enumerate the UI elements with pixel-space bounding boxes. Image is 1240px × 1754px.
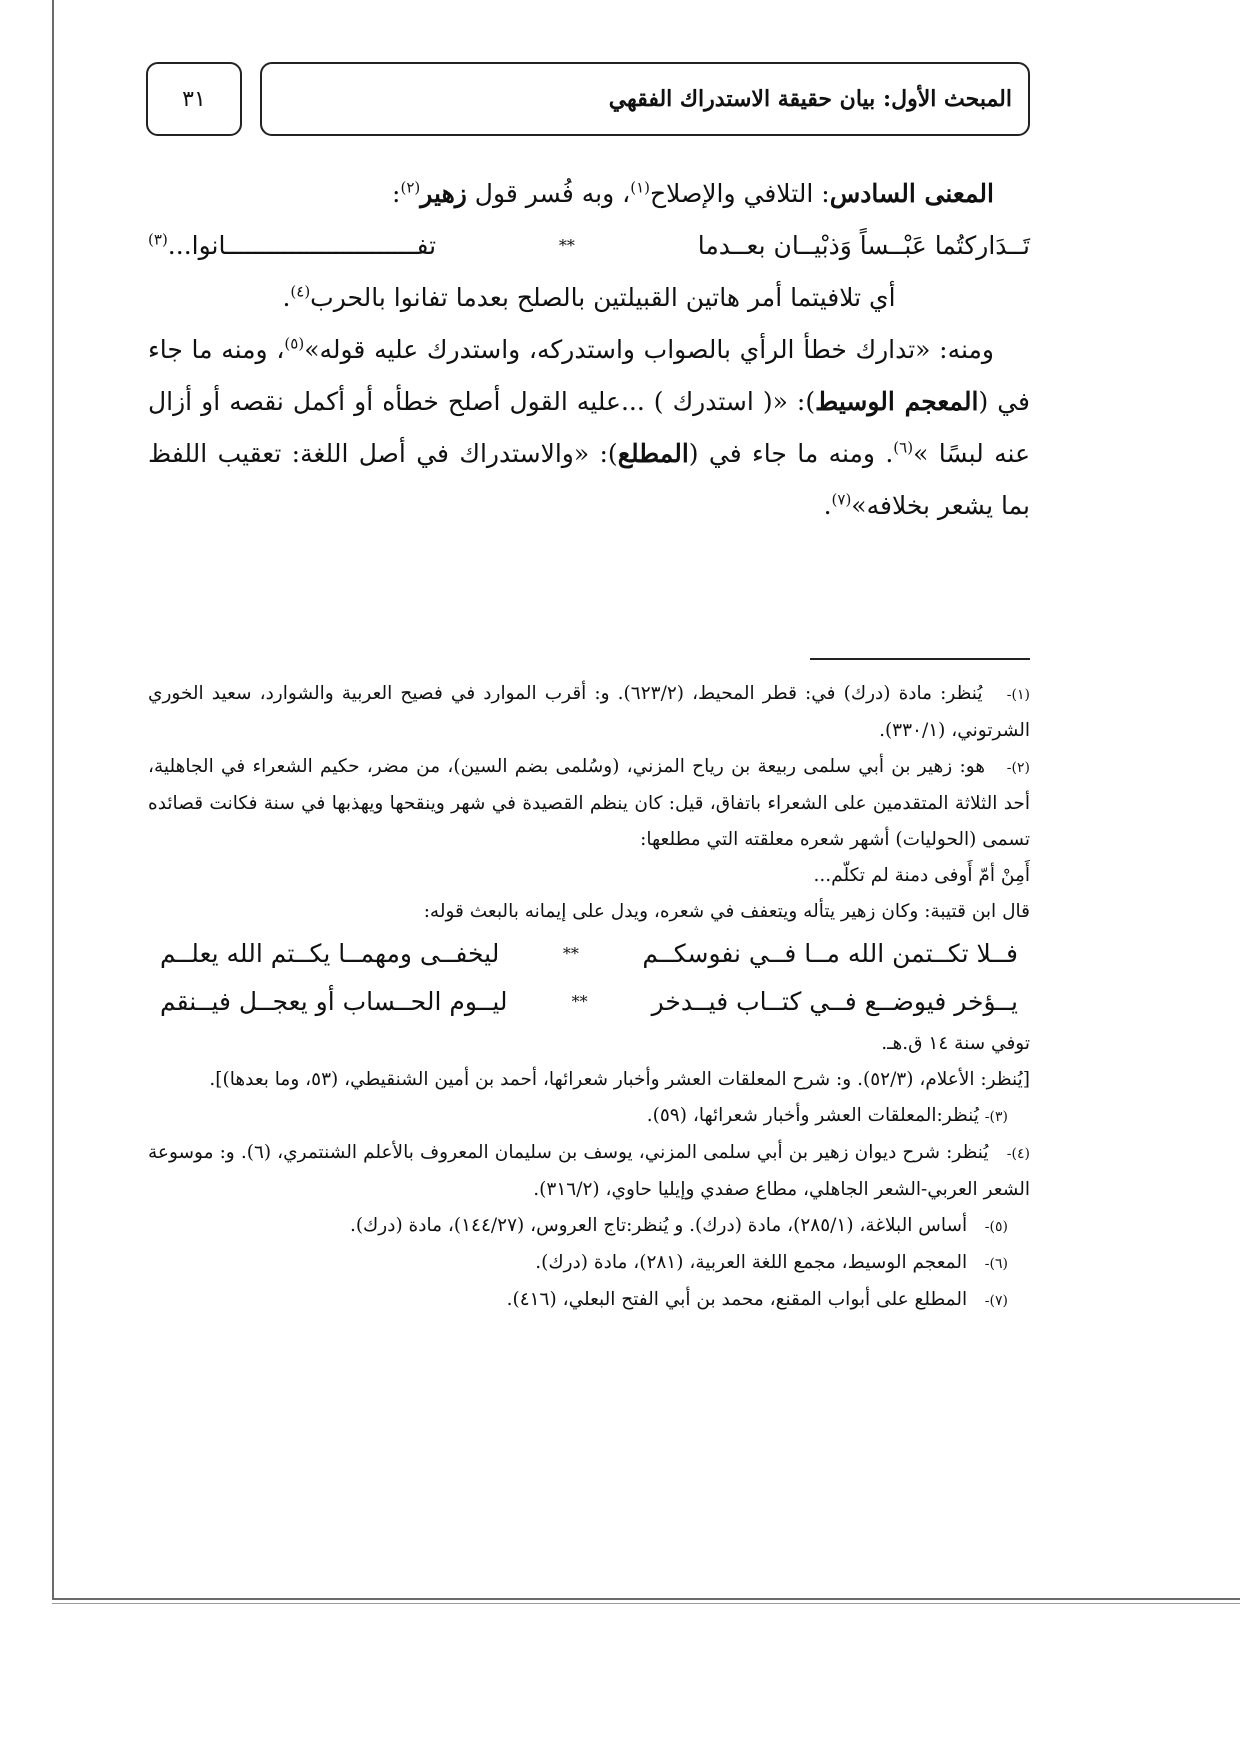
book-title: المطلع: [617, 439, 689, 468]
text-span: ، ومنه ما جاء في (: [148, 335, 1030, 416]
footnote-2-quote-intro: قال ابن قتيبة: وكان زهير يتأله ويتعفف في شعره، ويدل على إيمانه بالبعث قوله:: [423, 901, 1030, 922]
footnote-7: [148, 1282, 1030, 1319]
book-title: المعجم الوسيط: [815, 387, 979, 416]
footnotes: [148, 676, 1030, 1319]
text-span: يُنظر: مادة (درك) في: قطر المحيط، (٦٢٣/٢). و: أقرب الموارد في فصيح العربية والشوارد، سعيد الخوري الشرتوني، (٣٣٠/١).: [148, 683, 1030, 741]
footnote-ref[interactable]: (٧): [831, 490, 852, 509]
footnote-2-sources: [يُنظر: الأعلام، (٥٢/٣). و: شرح المعلقات العشر وأخبار شعرائها، أحمد بن أمين الشنقيطي، (٥٣، وما بعدها)].: [209, 1069, 1030, 1090]
text-span: .: [823, 491, 832, 520]
verse-separator: **: [558, 236, 575, 255]
text-span: . ومنه ما جاء في (: [688, 439, 894, 468]
footnote-number: (١)-: [1006, 687, 1030, 703]
text-span: أي تلافيتما أمر هاتين القبيلتين بالصلح بعدما تفانوا بالحرب: [310, 283, 896, 312]
paragraph-definitions: [148, 324, 1030, 532]
footnote-ref[interactable]: (٦): [893, 438, 914, 457]
text-span: يُنظر:المعلقات العشر وأخبار شعرائها، (٥٩).: [646, 1105, 979, 1126]
verse-hemistich-1: يــؤخر فيوضــع فــي كتــاب فيــدخر: [651, 987, 1018, 1016]
text-span: المعجم الوسيط، مجمع اللغة العربية، (٢٨١)، مادة (درك).: [535, 1252, 968, 1273]
poem-verse: [148, 220, 1030, 272]
page-frame-bottom: [52, 1598, 1240, 1600]
verse-separator: **: [571, 992, 588, 1011]
verse-hemistich-2: [148, 220, 436, 272]
verse-separator: **: [562, 944, 579, 963]
text-span: هو: زهير بن أبي سلمى ربيعة بن رياح المزني، (وسُلمى بضم السين)، من مضر، حكيم الشعراء في الجاهلية، أحد الثلاثة المتقدمين على الشعراء باتفاق، قيل: كان ينظم القصيدة في شهر وينقحها ويهذبها في سنة فكانت قصائده تسمى (الحوليات) أشهر شعره معلقته التي مطلعها:: [148, 756, 1030, 850]
text-span: ومنه: «تدارك خطأ الرأي بالصواب واستدركه، واستدرك عليه قوله»: [304, 335, 995, 364]
text-span: ): «( استدرك ) ...عليه القول أصلح خطأه أو أكمل نقصه أو أزال عنه لبسًا »: [148, 387, 1031, 468]
footnote-6: [148, 1245, 1030, 1282]
footnote-number: (٦)-: [984, 1256, 1008, 1272]
text-span: : التلافي والإصلاح: [650, 179, 830, 208]
poet-name: زهير: [420, 179, 467, 208]
footnote-2-opening-line: أَمِنْ أمّ أَوفى دمنة لم تكلّم...: [813, 865, 1030, 886]
sixth-meaning-heading: المعنى السادس: [829, 179, 994, 208]
main-text: [148, 168, 1030, 532]
footnote-2-verse-2: [148, 978, 1030, 1026]
text-span: ): «والاستدراك في أصل اللغة: تعقيب اللفظ بما يشعر بخلافه»: [148, 439, 1030, 520]
footnote-ref[interactable]: (٣): [148, 230, 168, 249]
text-span: المطلع على أبواب المقنع، محمد بن أبي الفتح البعلي، (٤١٦).: [506, 1289, 968, 1310]
page-frame-left: [52, 0, 54, 1600]
paragraph-sixth-meaning: [148, 168, 1030, 220]
footnote-ref[interactable]: (٥): [284, 334, 305, 353]
footnote-number: (٢)-: [1006, 760, 1030, 776]
footnote-separator: [810, 658, 1030, 660]
footnote-ref[interactable]: (٢): [400, 178, 421, 197]
paragraph-explanation: [148, 272, 1030, 324]
footnote-ref[interactable]: (٤): [290, 282, 311, 301]
running-header: المبحث الأول: بيان حقيقة الاستدراك الفقهي: [260, 62, 1030, 136]
verse-hemistich-2: ليخفــى ومهمــا يكــتم الله يعلــم: [160, 939, 500, 968]
footnote-number: (٧)-: [984, 1293, 1008, 1309]
footnote-number: (٥)-: [984, 1219, 1008, 1235]
text-span: أساس البلاغة، (٢٨٥/١)، مادة (درك). و يُنظر:تاج العروس، (١٤٤/٢٧)، مادة (درك).: [349, 1215, 968, 1236]
page-number: ٣١: [146, 62, 242, 136]
footnote-5: [148, 1208, 1030, 1245]
verse-hemistich-2: ليــوم الحــساب أو يعجــل فيــنقم: [160, 987, 508, 1016]
text-span: ، وبه فُسر قول: [466, 179, 631, 208]
verse-hemistich-2-text: تفــــــــــــــــــــــــــانوا...: [167, 231, 437, 260]
footnote-2-death-year: توفي سنة ١٤ ق.هـ.: [881, 1033, 1030, 1054]
verse-hemistich-1: فــلا تكــتمن الله مــا فــي نفوسكــم: [642, 939, 1018, 968]
footnote-2: [148, 749, 1030, 858]
text-span: يُنظر: شرح ديوان زهير بن أبي سلمى المزني، يوسف بن سليمان المعروف بالأعلم الشنتمري، (٦). و: موسوعة الشعر العربي-الشعر الجاهلي، مطاع صفدي وإيليا حاوي، (٣١٦/٢).: [148, 1142, 1030, 1200]
footnote-4: [148, 1135, 1030, 1208]
text-span: .: [282, 283, 291, 312]
footnote-1: [148, 676, 1030, 749]
footnote-ref[interactable]: (١): [630, 178, 651, 197]
footnote-number: (٤)-: [1006, 1146, 1030, 1162]
text-span: :: [392, 179, 401, 208]
verse-hemistich-1: تَــدَاركتُما عَبْــساً وَذبْيــان بعــدما: [697, 231, 1030, 260]
footnote-number: (٣)-: [984, 1109, 1008, 1125]
footnote-3: [148, 1098, 1030, 1135]
footnote-2-verse-1: [148, 930, 1030, 978]
page-frame-bottom-shadow: [52, 1603, 1240, 1604]
